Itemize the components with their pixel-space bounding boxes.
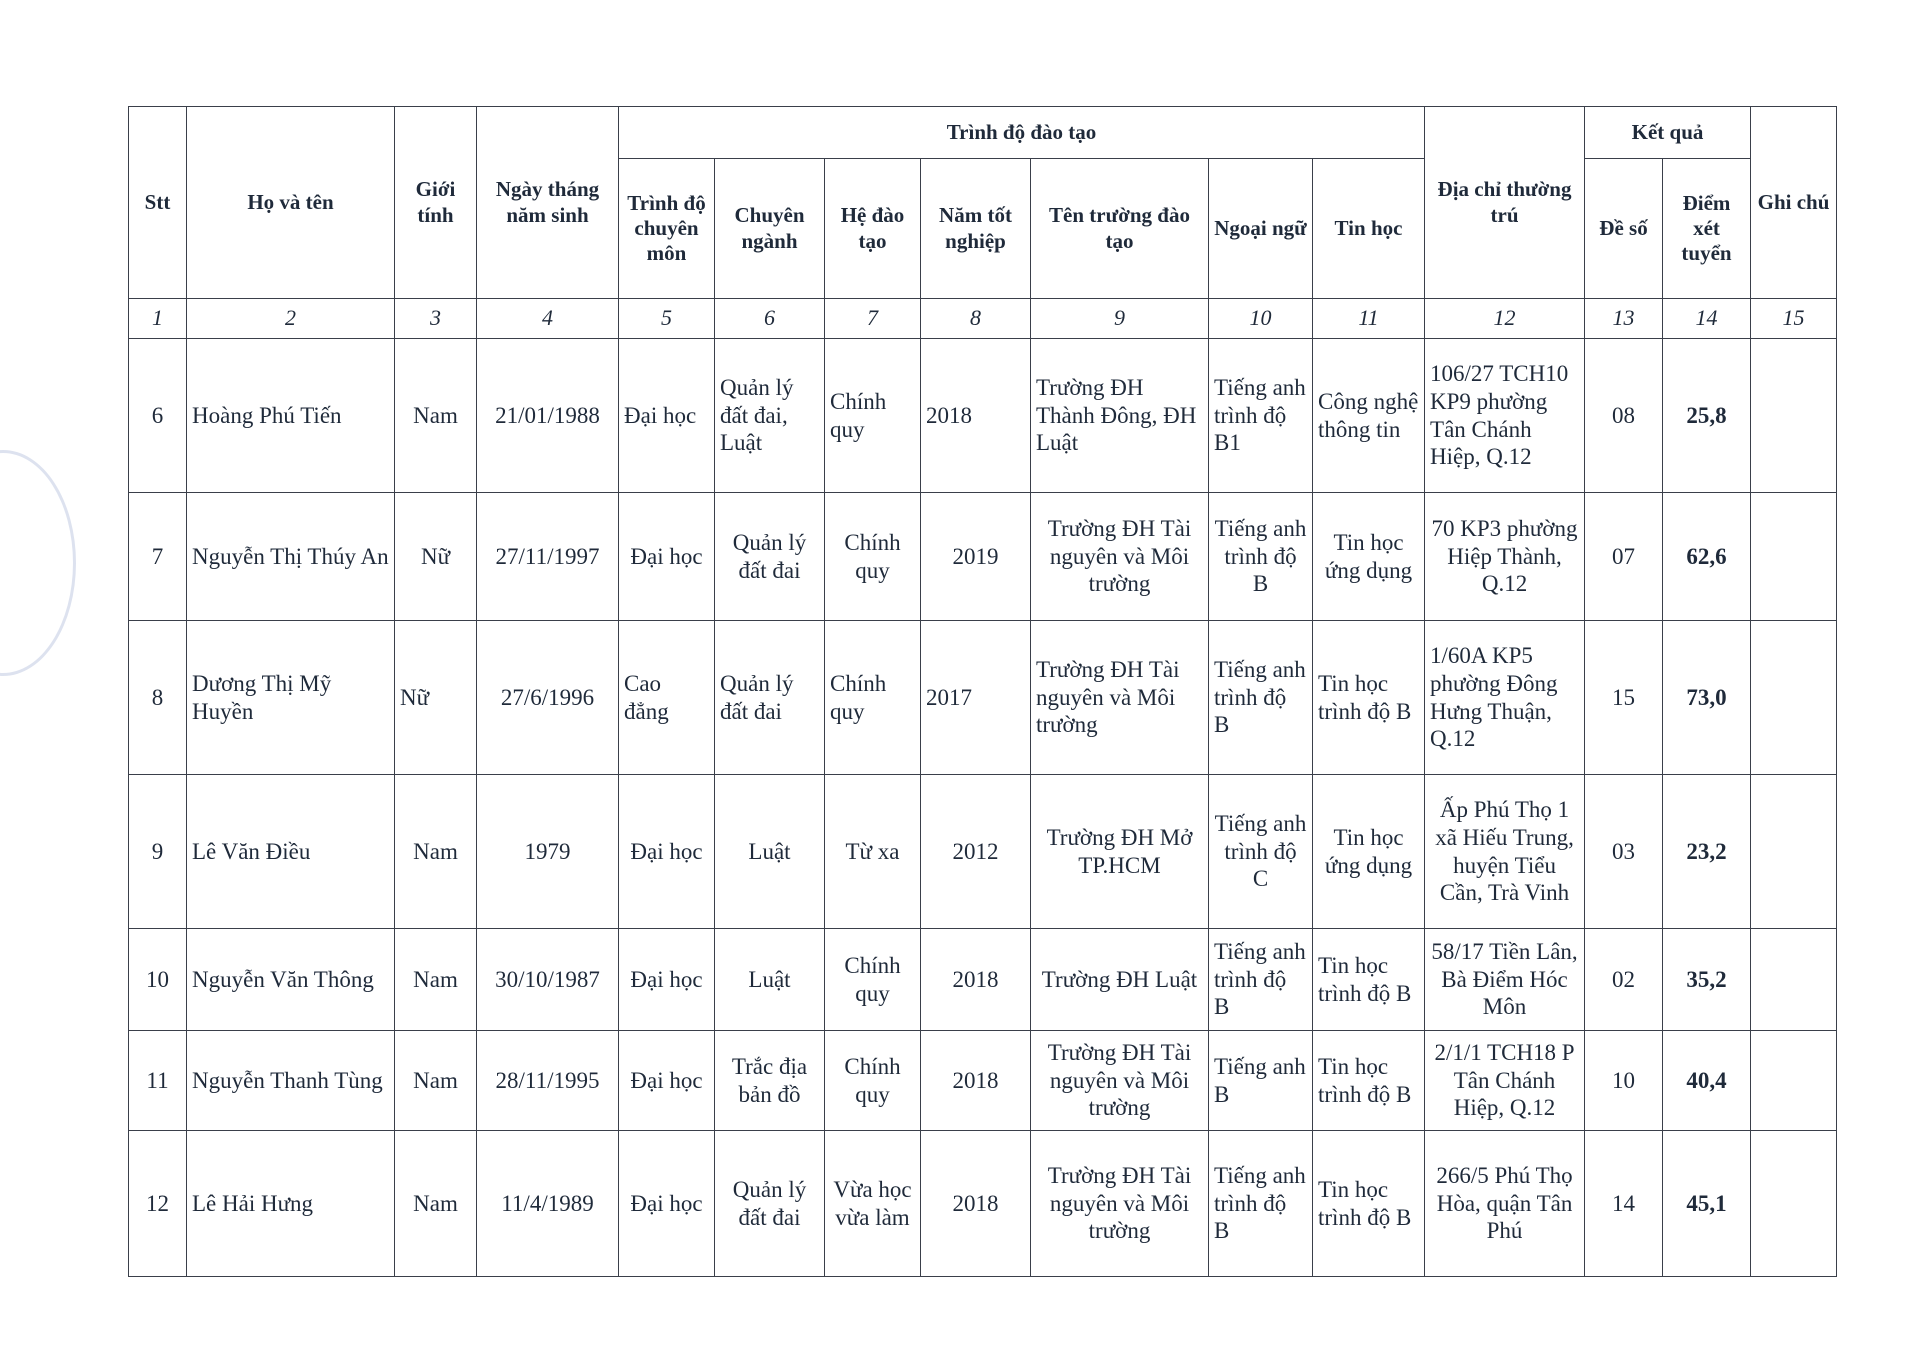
cell-note [1751,775,1837,929]
column-number: 10 [1209,299,1313,339]
header-major: Chuyên ngành [715,159,825,299]
header-level: Trình độ chuyên môn [619,159,715,299]
cell-score: 23,2 [1663,775,1751,929]
cell-gender: Nam [395,775,477,929]
cell-school: Trường ĐH Thành Đông, ĐH Luật [1031,339,1209,493]
cell-name: Nguyễn Thị Thúy An [187,493,395,621]
header-result-group: Kết quả [1585,107,1751,159]
cell-name: Lê Hải Hưng [187,1131,395,1277]
cell-gender: Nam [395,1131,477,1277]
column-number: 15 [1751,299,1837,339]
cell-school: Trường ĐH Tài nguyên và Môi trường [1031,493,1209,621]
cell-stt: 9 [129,775,187,929]
cell-major: Luật [715,775,825,929]
column-number: 8 [921,299,1031,339]
cell-address: 70 KP3 phường Hiệp Thành, Q.12 [1425,493,1585,621]
cell-language: Tiếng anh trình độ B [1209,1131,1313,1277]
cell-stt: 6 [129,339,187,493]
cell-dob: 11/4/1989 [477,1131,619,1277]
column-number: 7 [825,299,921,339]
column-number: 5 [619,299,715,339]
cell-address: 2/1/1 TCH18 P Tân Chánh Hiệp, Q.12 [1425,1031,1585,1131]
cell-address: Ấp Phú Thọ 1 xã Hiếu Trung, huyện Tiểu Cần, Trà Vinh [1425,775,1585,929]
column-number: 2 [187,299,395,339]
cell-mode: Chính quy [825,339,921,493]
cell-language: Tiếng anh trình độ B [1209,493,1313,621]
cell-gender: Nam [395,1031,477,1131]
table-row [129,493,1837,621]
cell-it: Tin học ứng dụng [1313,493,1425,621]
cell-score: 73,0 [1663,621,1751,775]
header-note: Ghi chú [1751,107,1837,299]
cell-major: Quản lý đất đai, Luật [715,339,825,493]
cell-exam: 07 [1585,493,1663,621]
cell-level: Đại học [619,493,715,621]
cell-grad-year: 2018 [921,1131,1031,1277]
cell-dob: 27/11/1997 [477,493,619,621]
header-grad-year: Năm tốt nghiệp [921,159,1031,299]
cell-exam: 03 [1585,775,1663,929]
header-address: Địa chỉ thường trú [1425,107,1585,299]
cell-mode: Chính quy [825,621,921,775]
cell-exam: 15 [1585,621,1663,775]
cell-grad-year: 2017 [921,621,1031,775]
cell-stt: 8 [129,621,187,775]
cell-gender: Nam [395,929,477,1031]
header-training-group: Trình độ đào tạo [619,107,1425,159]
cell-mode: Chính quy [825,1031,921,1131]
cell-dob: 21/01/1988 [477,339,619,493]
cell-level: Đại học [619,1031,715,1131]
cell-language: Tiếng anh trình độ B [1209,621,1313,775]
header-mode: Hệ đào tạo [825,159,921,299]
column-number: 12 [1425,299,1585,339]
faded-stamp [0,450,76,676]
cell-name: Dương Thị Mỹ Huyền [187,621,395,775]
table-row [129,1031,1837,1131]
cell-score: 35,2 [1663,929,1751,1031]
cell-note [1751,1131,1837,1277]
header-dob: Ngày tháng năm sinh [477,107,619,299]
table-row [129,775,1837,929]
column-number-row [129,299,1837,339]
cell-address: 106/27 TCH10 KP9 phường Tân Chánh Hiệp, Q.12 [1425,339,1585,493]
header-name: Họ và tên [187,107,395,299]
cell-score: 45,1 [1663,1131,1751,1277]
cell-level: Đại học [619,929,715,1031]
table-header [129,107,1837,339]
cell-it: Tin học trình độ B [1313,1031,1425,1131]
table-row [129,621,1837,775]
cell-level: Đại học [619,775,715,929]
cell-name: Nguyễn Thanh Tùng [187,1031,395,1131]
cell-dob: 30/10/1987 [477,929,619,1031]
column-number: 11 [1313,299,1425,339]
cell-language: Tiếng anh trình độ B [1209,929,1313,1031]
table-row [129,339,1837,493]
cell-grad-year: 2018 [921,1031,1031,1131]
cell-stt: 11 [129,1031,187,1131]
cell-note [1751,493,1837,621]
column-number: 9 [1031,299,1209,339]
cell-school: Trường ĐH Mở TP.HCM [1031,775,1209,929]
header-school: Tên trường đào tạo [1031,159,1209,299]
cell-language: Tiếng anh trình độ B1 [1209,339,1313,493]
header-score: Điểm xét tuyển [1663,159,1751,299]
column-number: 1 [129,299,187,339]
cell-name: Nguyễn Văn Thông [187,929,395,1031]
cell-grad-year: 2018 [921,339,1031,493]
column-number: 14 [1663,299,1751,339]
cell-exam: 08 [1585,339,1663,493]
cell-level: Đại học [619,339,715,493]
cell-grad-year: 2018 [921,929,1031,1031]
cell-school: Trường ĐH Tài nguyên và Môi trường [1031,1031,1209,1131]
cell-exam: 10 [1585,1031,1663,1131]
cell-major: Quản lý đất đai [715,621,825,775]
cell-dob: 28/11/1995 [477,1031,619,1131]
cell-score: 62,6 [1663,493,1751,621]
cell-gender: Nam [395,339,477,493]
cell-level: Đại học [619,1131,715,1277]
cell-address: 58/17 Tiền Lân, Bà Điểm Hóc Môn [1425,929,1585,1031]
cell-school: Trường ĐH Luật [1031,929,1209,1031]
cell-it: Tin học trình độ B [1313,621,1425,775]
cell-it: Tin học trình độ B [1313,929,1425,1031]
cell-exam: 02 [1585,929,1663,1031]
cell-level: Cao đẳng [619,621,715,775]
cell-major: Quản lý đất đai [715,493,825,621]
cell-exam: 14 [1585,1131,1663,1277]
cell-note [1751,1031,1837,1131]
cell-major: Luật [715,929,825,1031]
cell-gender: Nữ [395,621,477,775]
cell-school: Trường ĐH Tài nguyên và Môi trường [1031,621,1209,775]
cell-language: Tiếng anh trình độ C [1209,775,1313,929]
column-number: 4 [477,299,619,339]
header-it: Tin học [1313,159,1425,299]
cell-mode: Vừa học vừa làm [825,1131,921,1277]
cell-name: Hoàng Phú Tiến [187,339,395,493]
cell-mode: Từ xa [825,775,921,929]
cell-gender: Nữ [395,493,477,621]
cell-score: 40,4 [1663,1031,1751,1131]
cell-address: 1/60A KP5 phường Đông Hưng Thuận, Q.12 [1425,621,1585,775]
cell-major: Quản lý đất đai [715,1131,825,1277]
header-gender: Giới tính [395,107,477,299]
cell-stt: 12 [129,1131,187,1277]
cell-it: Tin học ứng dụng [1313,775,1425,929]
cell-stt: 7 [129,493,187,621]
cell-stt: 10 [129,929,187,1031]
cell-grad-year: 2012 [921,775,1031,929]
cell-school: Trường ĐH Tài nguyên và Môi trường [1031,1131,1209,1277]
cell-it: Công nghệ thông tin [1313,339,1425,493]
cell-note [1751,339,1837,493]
cell-dob: 27/6/1996 [477,621,619,775]
cell-mode: Chính quy [825,929,921,1031]
cell-note [1751,621,1837,775]
cell-dob: 1979 [477,775,619,929]
cell-address: 266/5 Phú Thọ Hòa, quận Tân Phú [1425,1131,1585,1277]
cell-score: 25,8 [1663,339,1751,493]
cell-language: Tiếng anh B [1209,1031,1313,1131]
cell-grad-year: 2019 [921,493,1031,621]
cell-name: Lê Văn Điều [187,775,395,929]
cell-major: Trắc địa bản đồ [715,1031,825,1131]
column-number: 13 [1585,299,1663,339]
cell-mode: Chính quy [825,493,921,621]
column-number: 3 [395,299,477,339]
header-language: Ngoại ngữ [1209,159,1313,299]
table-row [129,1131,1837,1277]
table-row [129,929,1837,1031]
column-number: 6 [715,299,825,339]
table-body [129,339,1837,1277]
candidate-results-table [128,106,1837,1277]
cell-it: Tin học trình độ B [1313,1131,1425,1277]
header-stt: Stt [129,107,187,299]
header-exam: Đề số [1585,159,1663,299]
cell-note [1751,929,1837,1031]
